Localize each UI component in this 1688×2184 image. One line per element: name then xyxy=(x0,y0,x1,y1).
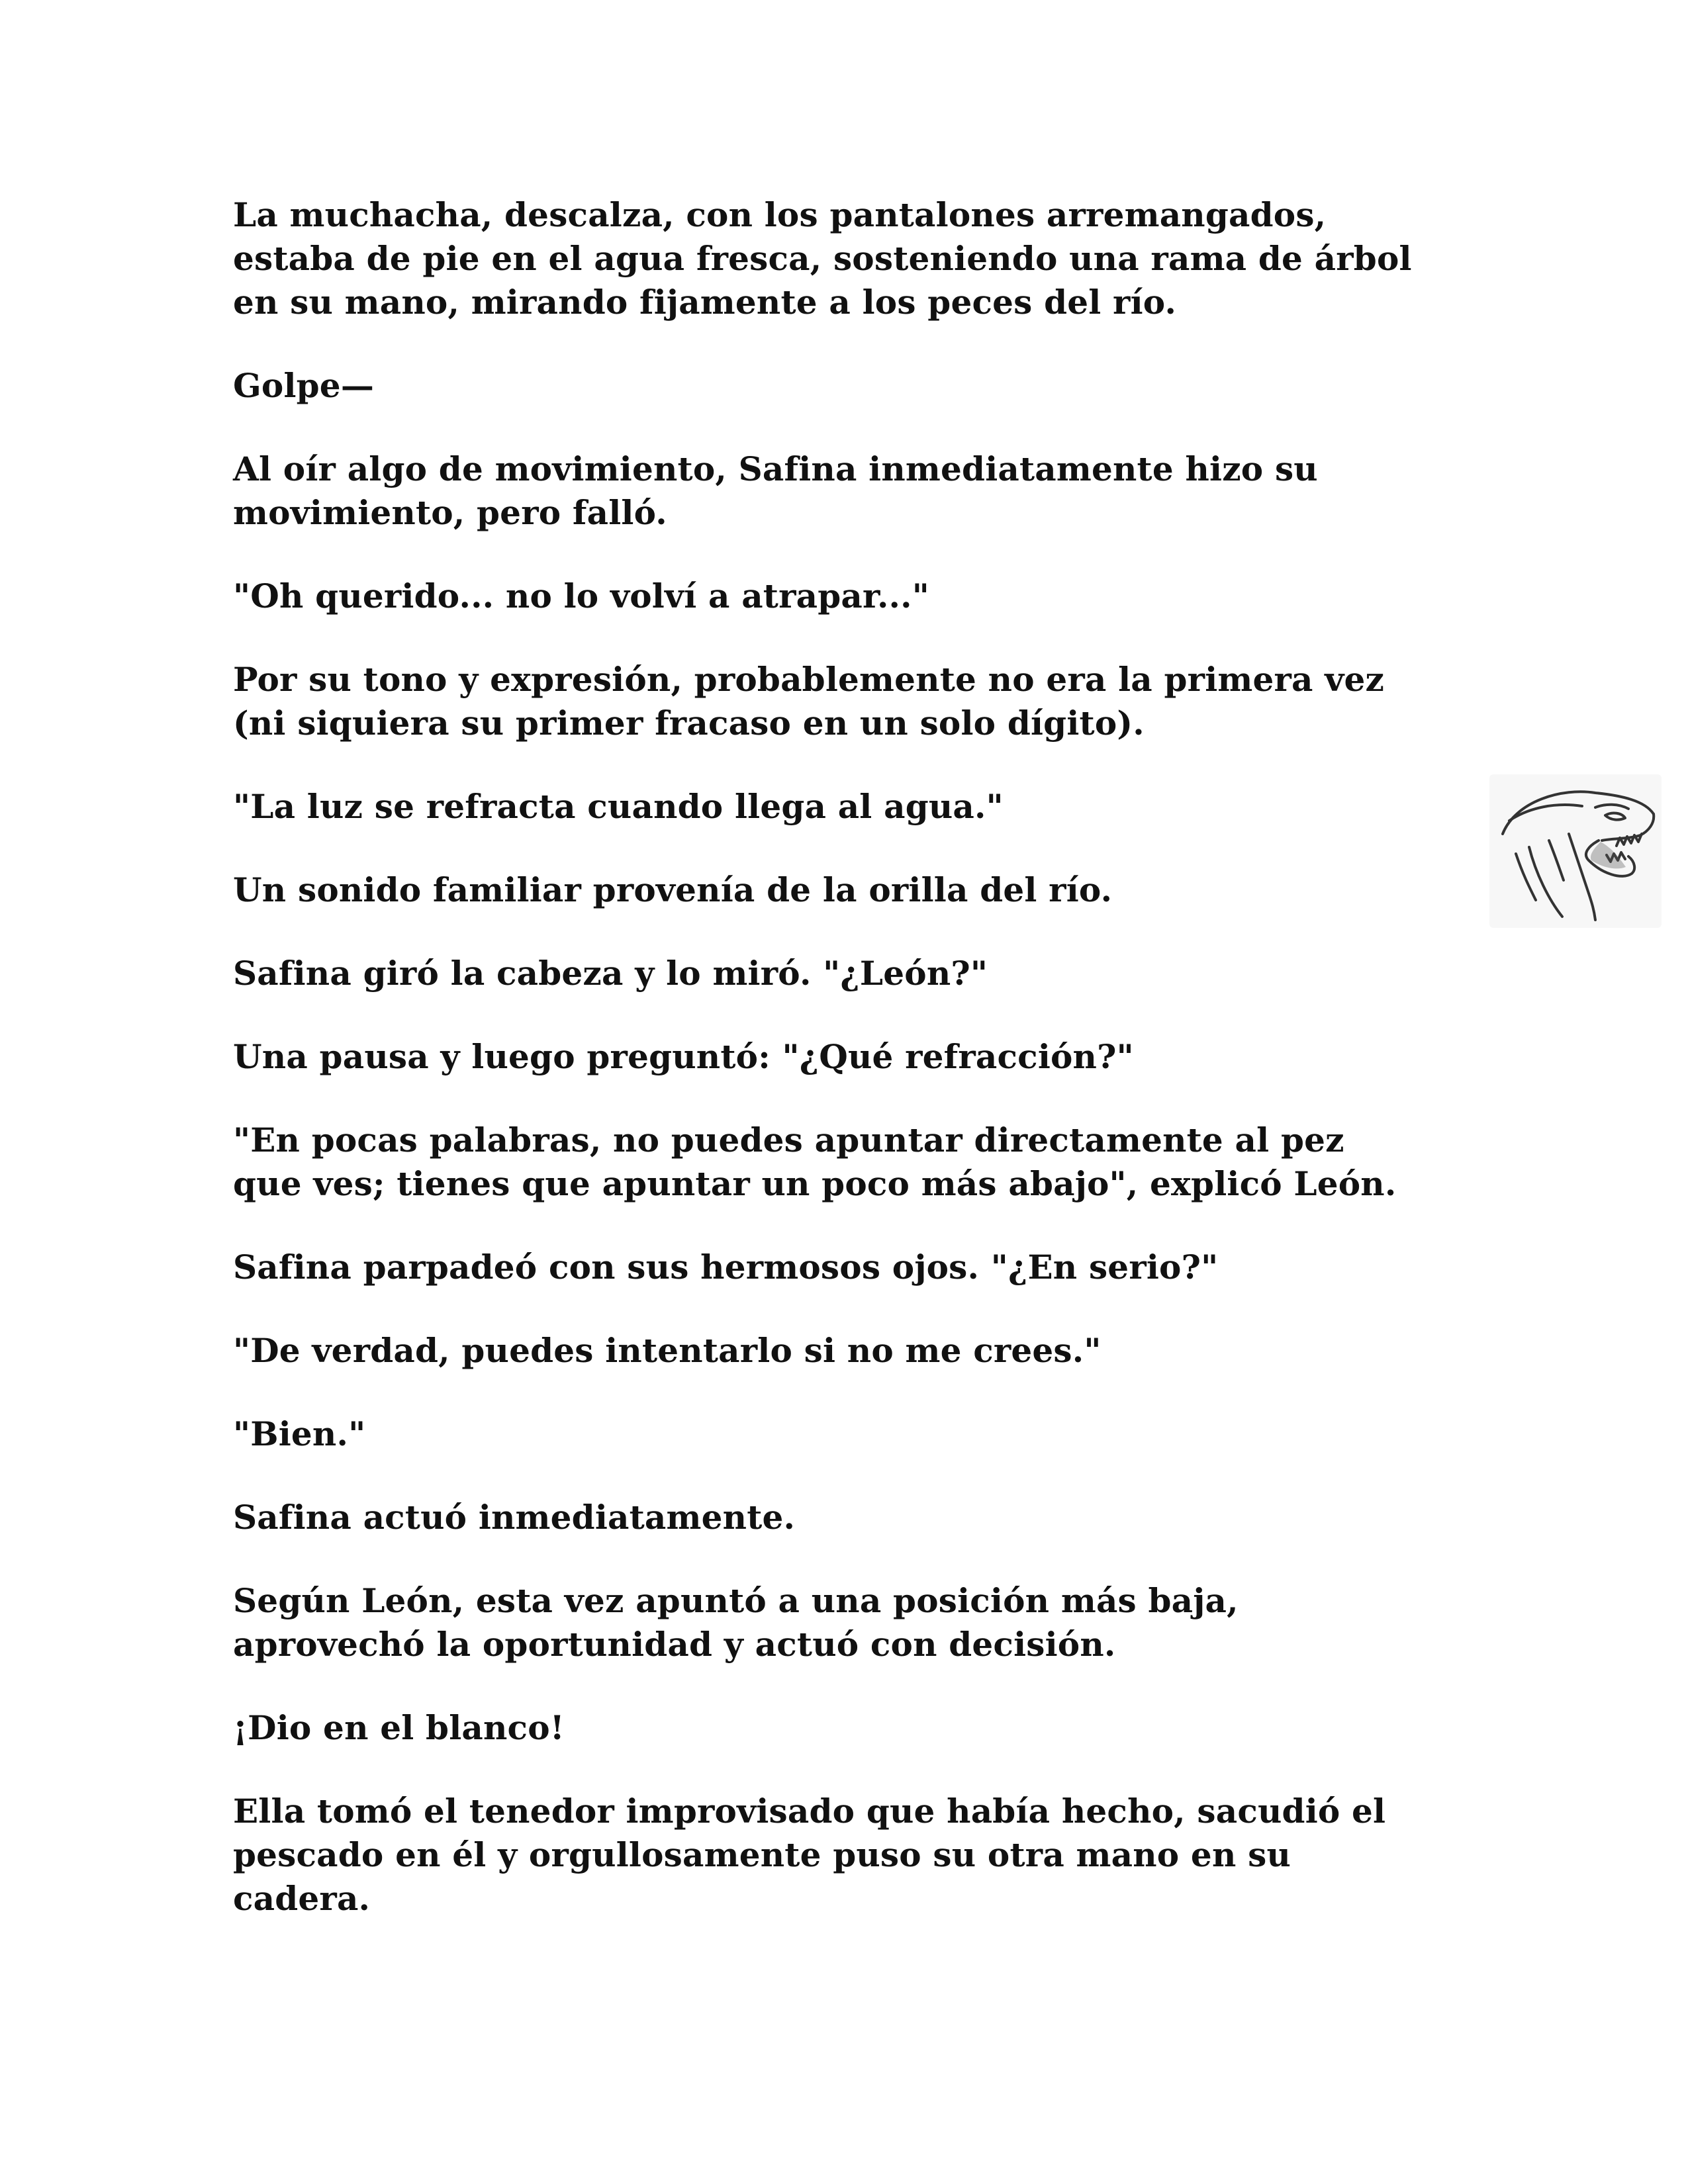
paragraph: La muchacha, descalza, con los pantalones arremangados, estaba de pie en el agua fresca, sosteniendo una rama de árbol en su mano, mirando fijamente a los peces del río. xyxy=(233,195,1412,322)
paragraph: Al oír algo de movimiento, Safina inmediatamente hizo su movimiento, pero falló. xyxy=(233,449,1318,532)
paragraph: Safina parpadeó con sus hermosos ojos. "¿En serio?" xyxy=(233,1248,1219,1287)
paragraph: "Oh querido... no lo volví a atrapar..." xyxy=(233,576,930,615)
paragraph: Por su tono y expresión, probablemente no era la primera vez (ni siquiera su primer fracaso en un solo dígito). xyxy=(233,660,1385,743)
body-text xyxy=(233,193,1464,1960)
paragraph: Safina giró la cabeza y lo miró. "¿León?" xyxy=(233,954,988,993)
paragraph: Safina actuó inmediatamente. xyxy=(233,1498,796,1537)
paragraph: "La luz se refracta cuando llega al agua." xyxy=(233,787,1004,826)
paragraph: Un sonido familiar provenía de la orilla del río. xyxy=(233,870,1113,909)
paragraph: Ella tomó el tenedor improvisado que había hecho, sacudió el pescado en él y orgullosamente puso su otra mano en su cadera. xyxy=(233,1792,1386,1918)
paragraph: "De verdad, puedes intentarlo si no me crees." xyxy=(233,1331,1102,1370)
paragraph: "Bien." xyxy=(233,1414,366,1453)
paragraph: "En pocas palabras, no puedes apuntar directamente al pez que ves; tienes que apuntar un poco más abajo", explicó León. xyxy=(233,1120,1397,1203)
paragraph: Golpe— xyxy=(233,366,375,405)
dinosaur-head-icon xyxy=(1489,774,1662,928)
paragraph: Una pausa y luego preguntó: "¿Qué refracción?" xyxy=(233,1037,1134,1076)
paragraph: ¡Dio en el blanco! xyxy=(233,1708,565,1747)
paragraph: Según León, esta vez apuntó a una posición más baja, aprovechó la oportunidad y actuó con decisión. xyxy=(233,1581,1239,1664)
